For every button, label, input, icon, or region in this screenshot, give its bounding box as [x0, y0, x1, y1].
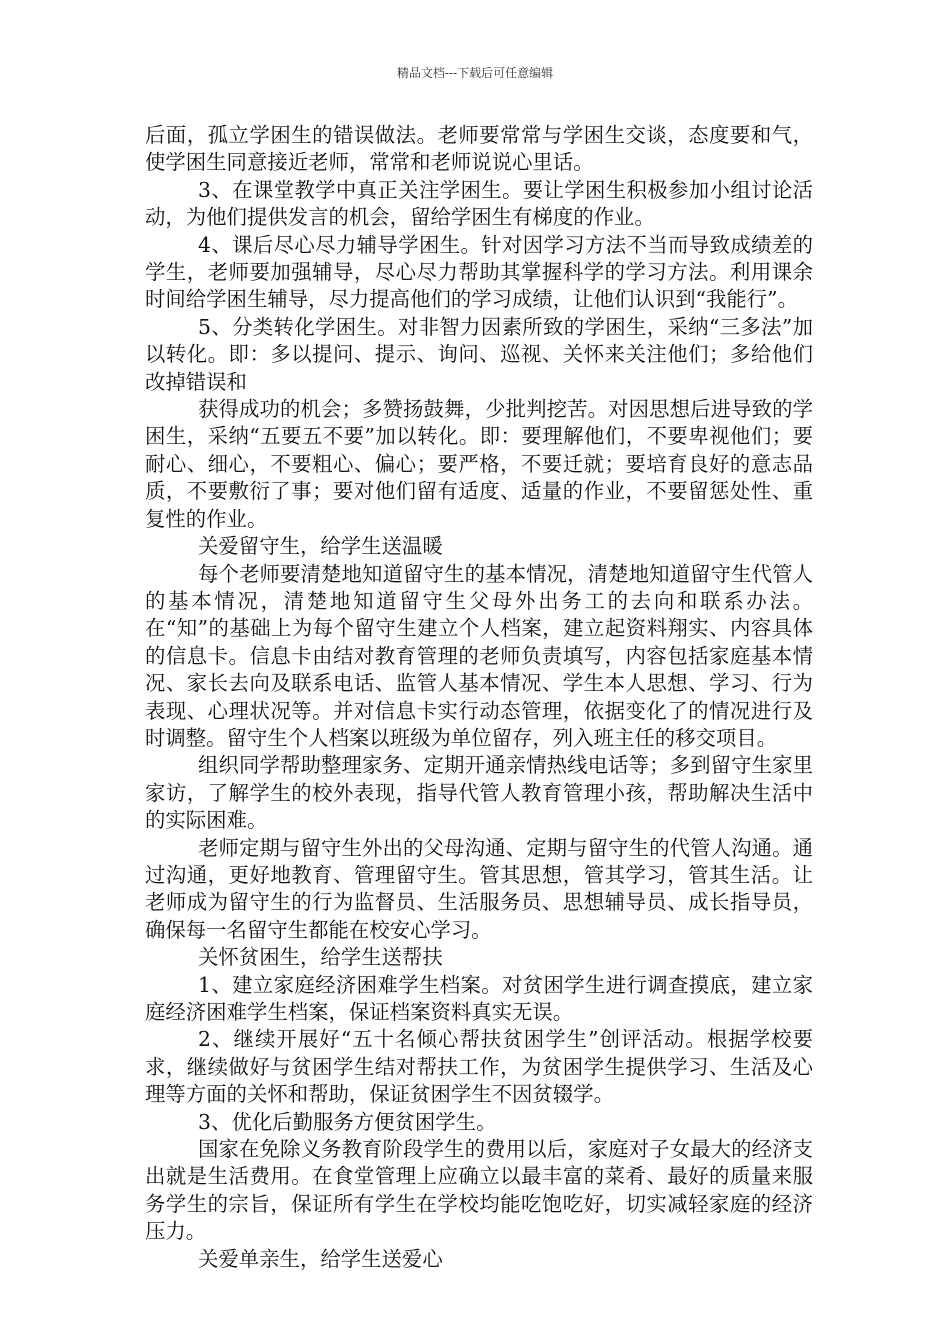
paragraph-9: 老师定期与留守生外出的父母沟通、定期与留守生的代管人沟通。通过沟通，更好地教育、管理留守生。管其思想，管其学习，管其生活。让老师成为留守生的行为监督员、生活服务员、思想辅导员、成长指导员，确保每一名留守生都能在校安心学习。	[145, 835, 813, 942]
paragraph-1: 后面，孤立学困生的错误做法。老师要常常与学困生交谈，态度要和气，使学困生同意接近老师，常常和老师说说心里话。	[145, 123, 813, 175]
paragraph-8: 组织同学帮助整理家务、定期开通亲情热线电话等；多到留守生家里家访，了解学生的校外表现，指导代管人教育管理小孩，帮助解决生活中的实际困难。	[145, 753, 813, 833]
paragraph-4: 5、分类转化学困生。对非智力因素所致的学困生，采纳“三多法”加以转化。即：多以提问、提示、询问、巡视、关怀来关注他们；多给他们改掉错误和	[145, 314, 813, 394]
section-heading-single-parent: 关爱单亲生，给学生送爱心	[198, 1246, 443, 1271]
paragraph-5: 获得成功的机会；多赞扬鼓舞，少批判挖苦。对因思想后进导致的学困生，采纳“五要五不要”加以转化。即：要理解他们，不要卑视他们；要耐心、细心，不要粗心、偏心；要严格，不要迁就；要培育良好的意志品质，不要敷衍了事；要对他们留有适度、适量的作业，不要留惩处性、重复性的作业。	[145, 397, 813, 531]
section-heading-poor-students: 关怀贫困生，给学生送帮扶	[198, 945, 443, 970]
paragraph-11: 1、建立家庭经济困难学生档案。对贫困学生进行调查摸底，建立家庭经济困难学生档案，保证档案资料真实无误。	[145, 972, 813, 1024]
page-header: 精品文档---下载后可任意编辑	[396, 66, 554, 80]
section-heading-left-behind: 关爱留守生，给学生送温暖	[198, 534, 443, 559]
paragraph-13: 3、优化后勤服务方便贫困学生。	[198, 1109, 497, 1134]
paragraph-2: 3、在课堂教学中真正关注学困生。要让学困生积极参加小组讨论活动，为他们提供发言的机会，留给学困生有梯度的作业。	[145, 177, 813, 230]
paragraph-3: 4、课后尽心尽力辅导学困生。针对因学习方法不当而导致成绩差的学生，老师要加强辅导，尽心尽力帮助其掌握科学的学习方法。利用课余时间给学困生辅导，尽力提高他们的学习成绩，让他们认识到“我能行”。	[145, 232, 813, 312]
paragraph-12: 2、继续开展好“五十名倾心帮扶贫困学生”创评活动。根据学校要求，继续做好与贫困学生结对帮扶工作，为贫困学生提供学习、生活及心理等方面的关怀和帮助，保证贫困学生不因贫辍学。	[145, 1027, 813, 1107]
document-body	[145, 122, 813, 1273]
paragraph-7: 每个老师要清楚地知道留守生的基本情况，清楚地知道留守生代管人的基本情况，清楚地知道留守生父母外出务工的去向和联系办法。在“知”的基础上为每个留守生建立个人档案，建立起资料翔实、内容具体的信息卡。信息卡由结对教育管理的老师负责填写，内容包括家庭基本情况、家长去向及联系电话、监管人基本情况、学生本人思想、学习、行为表现、心理状况等。并对信息卡实行动态管理，依据变化了的情况进行及时调整。留守生个人档案以班级为单位留存，列入班主任的移交项目。	[145, 561, 813, 750]
paragraph-14: 国家在免除义务教育阶段学生的费用以后，家庭对子女最大的经济支出就是生活费用。在食堂管理上应确立以最丰富的菜肴、最好的质量来服务学生的宗旨，保证所有学生在学校均能吃饱吃好，切实减轻家庭的经济压力。	[145, 1137, 813, 1244]
